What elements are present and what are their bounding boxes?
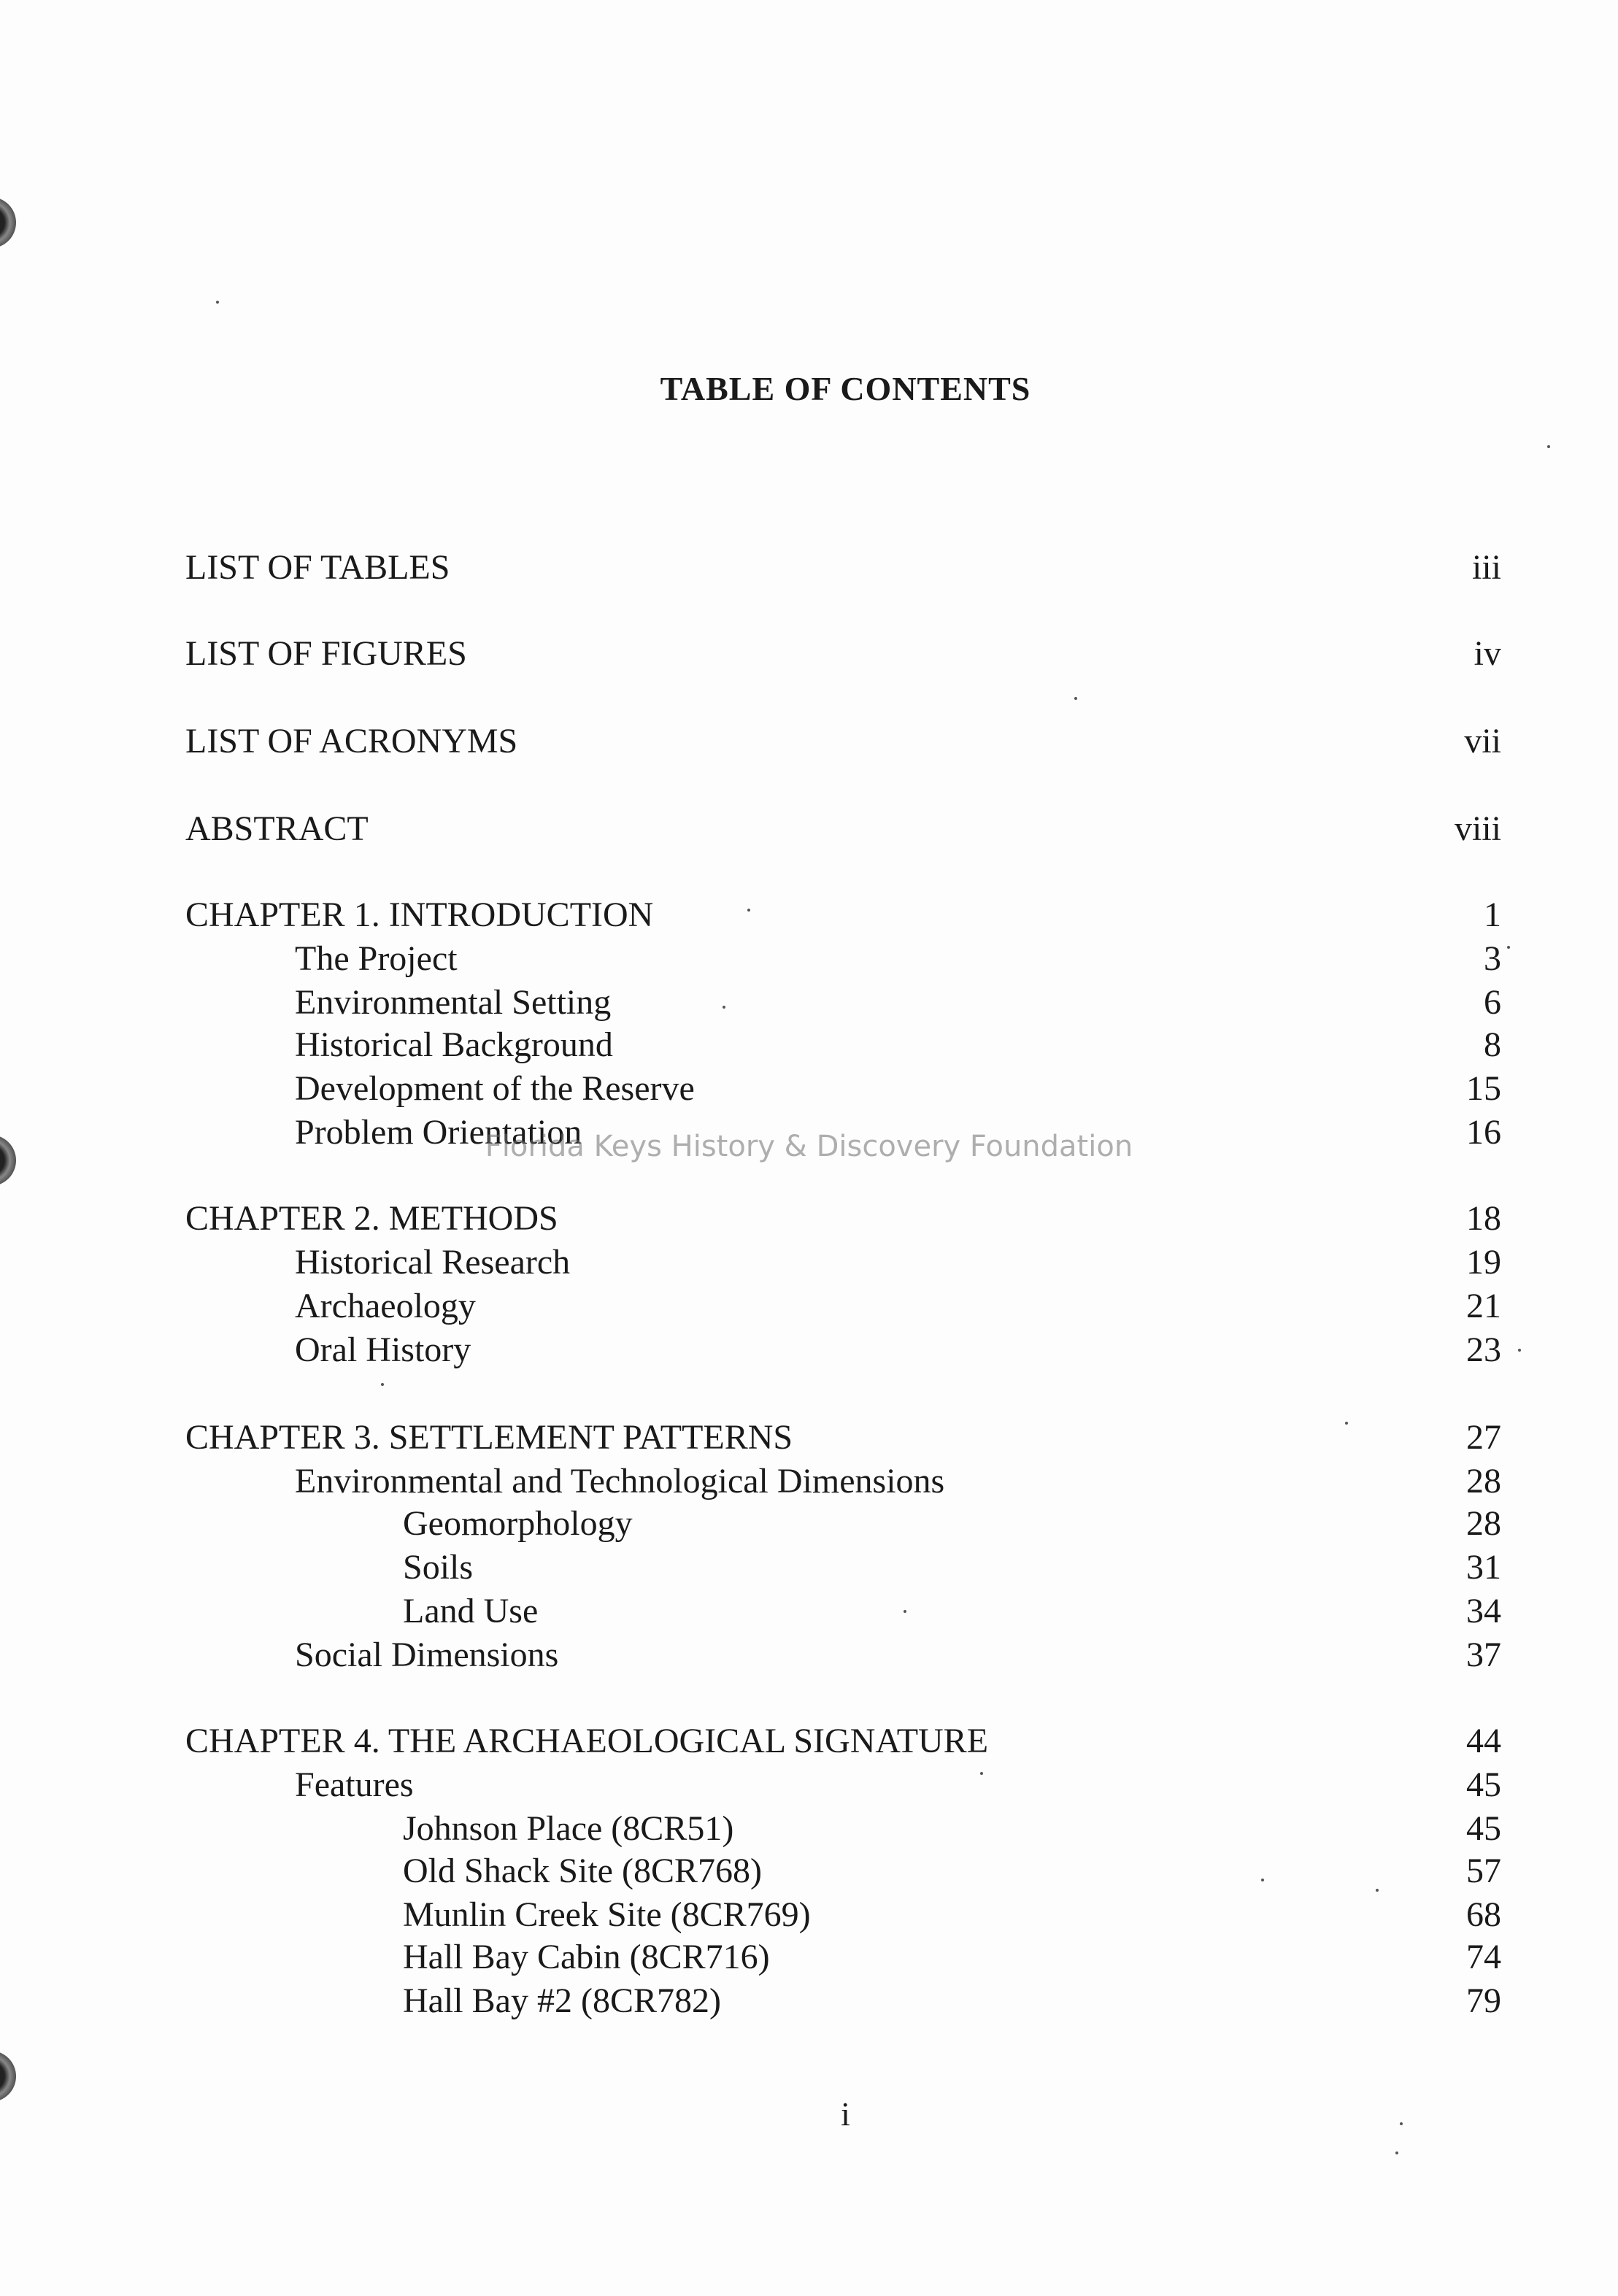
- toc-entry-label: Johnson Place (8CR51): [403, 1809, 734, 1848]
- toc-entry-label: Hall Bay Cabin (8CR716): [403, 1938, 770, 1976]
- toc-entry: [0, 1893, 1618, 1937]
- toc-entry-page: 44: [1466, 1722, 1501, 1760]
- toc-entry-label: Environmental Setting: [295, 983, 612, 1022]
- toc-entry-page: 37: [1466, 1636, 1501, 1674]
- toc-entry: [0, 1763, 1618, 1807]
- toc-entry-page: 45: [1466, 1765, 1501, 1804]
- toc-entry-page: vii: [1464, 722, 1501, 760]
- toc-entry: [0, 1241, 1618, 1284]
- toc-entry: [0, 1979, 1618, 2023]
- toc-entry: [0, 1328, 1618, 1372]
- toc-entry: [0, 1023, 1618, 1067]
- toc-entry-label: The Project: [295, 939, 458, 978]
- toc-entry-label: ABSTRACT: [185, 809, 369, 848]
- page-title: TABLE OF CONTENTS: [660, 370, 1031, 407]
- toc-entry-label: CHAPTER 2. METHODS: [185, 1199, 558, 1238]
- toc-entry-label: Land Use: [403, 1592, 539, 1630]
- toc-entry-page: 74: [1466, 1938, 1501, 1976]
- toc-entry: [0, 1849, 1618, 1893]
- toc-entry-label: Archaeology: [295, 1287, 476, 1325]
- toc-entry-page: viii: [1454, 809, 1501, 848]
- toc-entry: [0, 1633, 1618, 1677]
- toc-entry-label: Munlin Creek Site (8CR769): [403, 1895, 811, 1934]
- toc-entry: [0, 1284, 1618, 1328]
- toc-entry-page: 15: [1466, 1069, 1501, 1108]
- toc-entry: [0, 1197, 1618, 1241]
- toc-entry: [0, 1719, 1618, 1763]
- scan-speck: [216, 301, 219, 304]
- toc-entry-page: 16: [1466, 1113, 1501, 1152]
- binder-ring-top: [0, 197, 16, 248]
- toc-entry-label: Hall Bay #2 (8CR782): [403, 1981, 721, 2020]
- scan-speck: [1395, 2151, 1398, 2154]
- toc-entry-page: 79: [1466, 1981, 1501, 2020]
- toc-entry: [0, 720, 1618, 763]
- toc-entry-page: 3: [1484, 939, 1501, 978]
- page-number: i: [841, 2095, 850, 2133]
- toc-entry-label: CHAPTER 4. THE ARCHAEOLOGICAL SIGNATURE: [185, 1722, 989, 1760]
- toc-entry: [0, 1546, 1618, 1590]
- toc-entry-page: 57: [1466, 1852, 1501, 1890]
- toc-entry-label: Historical Research: [295, 1243, 571, 1282]
- toc-entry-page: 34: [1466, 1592, 1501, 1630]
- toc-entry: [0, 546, 1618, 590]
- toc-entry-page: iv: [1473, 634, 1501, 673]
- toc-entry-label: CHAPTER 3. SETTLEMENT PATTERNS: [185, 1418, 793, 1457]
- toc-entry-label: Soils: [403, 1548, 474, 1587]
- toc-entry-label: CHAPTER 1. INTRODUCTION: [185, 895, 654, 934]
- scan-speck: [1547, 445, 1550, 448]
- toc-entry-page: 18: [1466, 1199, 1501, 1238]
- toc-entry: [0, 937, 1618, 981]
- toc-entry-label: Social Dimensions: [295, 1636, 559, 1674]
- toc-entry-page: 6: [1484, 983, 1501, 1022]
- toc-entry-page: 28: [1466, 1504, 1501, 1543]
- toc-entry-page: 28: [1466, 1462, 1501, 1501]
- toc-entry-label: LIST OF FIGURES: [185, 634, 467, 673]
- watermark: Florida Keys History & Discovery Foundation: [485, 1130, 1133, 1163]
- toc-entry-page: 45: [1466, 1809, 1501, 1848]
- toc-entry-label: Historical Background: [295, 1025, 613, 1064]
- toc-entry-label: Oral History: [295, 1330, 471, 1369]
- toc-entry: [0, 1807, 1618, 1851]
- toc-entry: [0, 807, 1618, 851]
- toc-entry-page: iii: [1471, 548, 1501, 587]
- toc-entry: [0, 1590, 1618, 1633]
- toc-entry-label: Environmental and Technological Dimensions: [295, 1462, 945, 1501]
- scan-speck: [1074, 697, 1077, 700]
- toc-entry: [0, 1067, 1618, 1111]
- toc-entry-label: Problem Orientation: [295, 1113, 582, 1152]
- toc-entry-page: 1: [1484, 895, 1501, 934]
- toc-entry-label: Features: [295, 1765, 414, 1804]
- toc-entry: [0, 1416, 1618, 1460]
- toc-entry: [0, 1935, 1618, 1979]
- toc-entry-page: 23: [1466, 1330, 1501, 1369]
- toc-entry: [0, 893, 1618, 937]
- toc-entry-page: 27: [1466, 1418, 1501, 1457]
- toc-entry-label: Old Shack Site (8CR768): [403, 1852, 762, 1890]
- toc-entry-page: 21: [1466, 1287, 1501, 1325]
- scan-speck: [381, 1383, 384, 1386]
- toc-entry-label: Geomorphology: [403, 1504, 633, 1543]
- toc-entry-label: LIST OF TABLES: [185, 548, 450, 587]
- toc-entry: [0, 1460, 1618, 1503]
- toc-entry: [0, 981, 1618, 1025]
- toc-entry-page: 8: [1484, 1025, 1501, 1064]
- toc-entry-label: Development of the Reserve: [295, 1069, 695, 1108]
- toc-entry-page: 68: [1466, 1895, 1501, 1934]
- toc-entry-label: LIST OF ACRONYMS: [185, 722, 518, 760]
- toc-entry-page: 31: [1466, 1548, 1501, 1587]
- toc-entry: [0, 1502, 1618, 1546]
- toc-entry-page: 19: [1466, 1243, 1501, 1282]
- toc-entry: [0, 632, 1618, 676]
